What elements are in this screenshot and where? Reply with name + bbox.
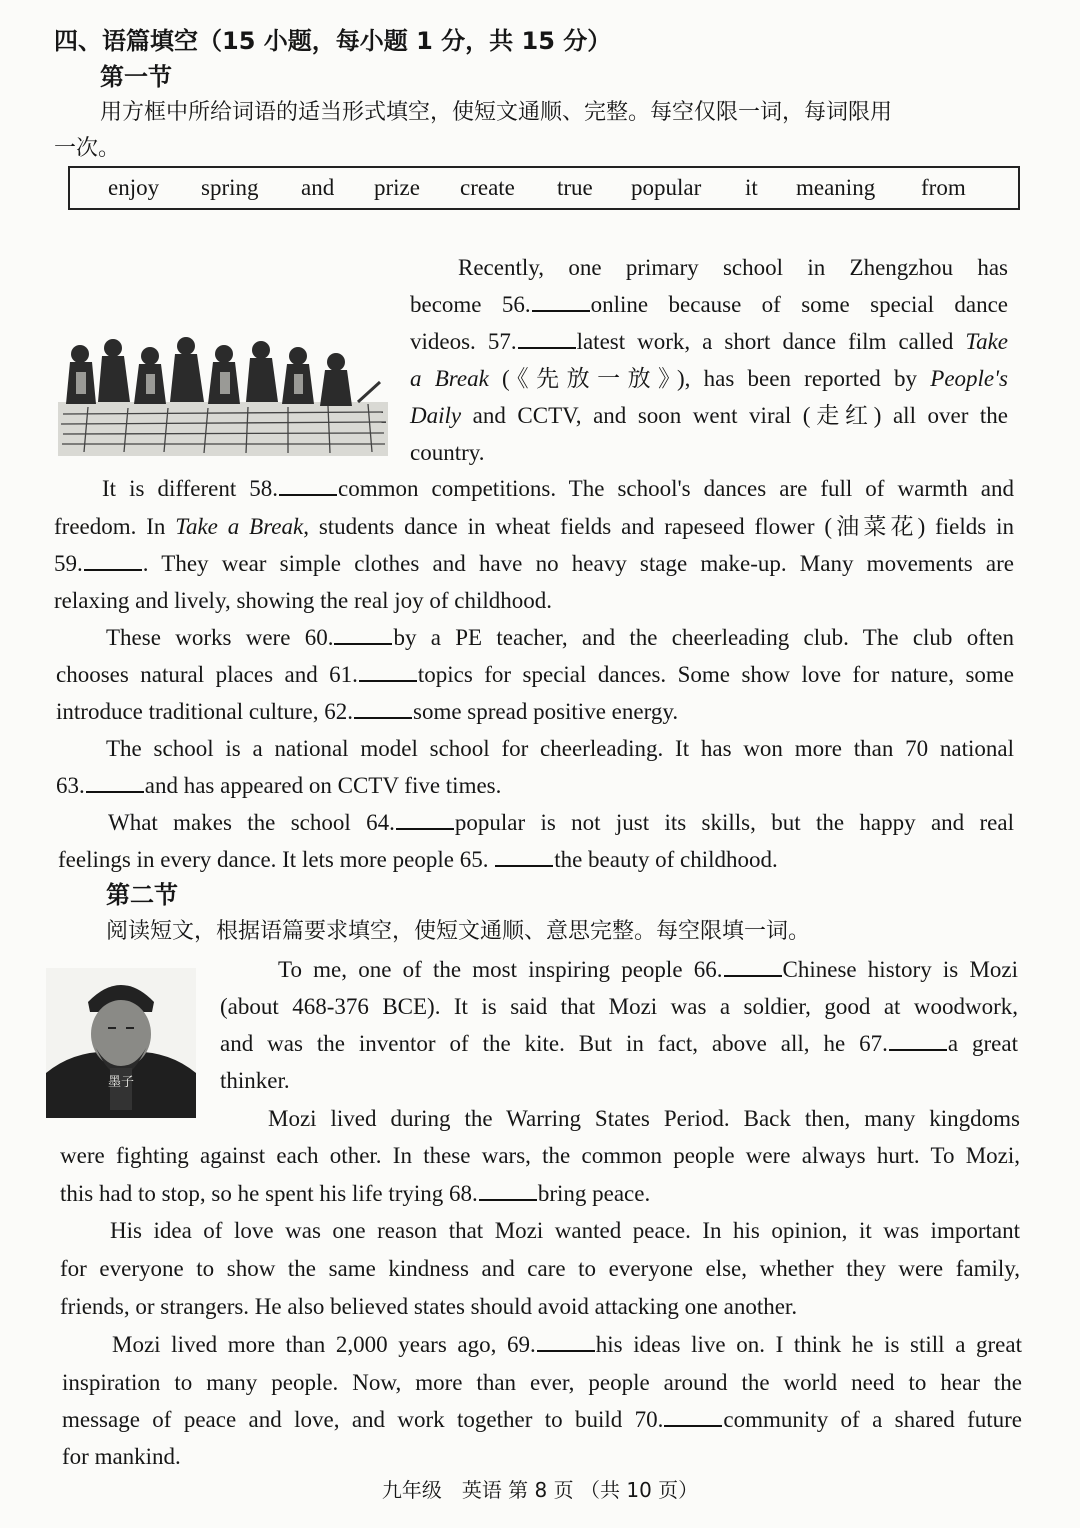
answer-blank-64[interactable] [396, 808, 454, 830]
passage-line: Mozi lived more than 2,000 years ago, 69. his ideas live on. I think he is still a great [112, 1332, 1022, 1357]
passage-line: videos. 57. latest work, a short dance film called Take [410, 329, 1008, 354]
passage-line: chooses natural places and 61. topics for special dances. Some show love for nature, some [56, 662, 1014, 687]
answer-blank-70[interactable] [664, 1405, 722, 1427]
part1-instruction-line1: 用方框中所给词语的适当形式填空，使短文通顺、完整。每空仅限一词，每词限用 [100, 100, 893, 125]
passage-line: for mankind. [62, 1444, 181, 1469]
mozi-caption: 墨子 [107, 1075, 135, 1090]
passage-line: It is different 58. common competitions. The school's dances are full of warmth and [102, 476, 1014, 501]
passage-line: become 56. online because of some special dance [410, 292, 1009, 317]
passage-line: freedom. In Take a Break, students dance in wheat fields and rapeseed flower (油菜花) fields in [54, 514, 1014, 539]
passage-line: These works were 60. by a PE teacher, and the cheerleading club. The club often [106, 625, 1014, 650]
word-bank-item: meaning [796, 175, 876, 200]
word-bank-item: popular [631, 175, 702, 200]
passage-line: were fighting against each other. In these wars, the common people were always hurt. To Mozi, [60, 1143, 1020, 1168]
part2-instruction: 阅读短文，根据语篇要求填空，使短文通顺、意思完整。每空限填一词。 [106, 919, 811, 944]
word-bank-item: create [460, 175, 515, 200]
answer-blank-59[interactable] [84, 549, 142, 571]
answer-blank-61[interactable] [359, 660, 417, 682]
passage-line: this had to stop, so he spent his life trying 68. bring peace. [60, 1181, 651, 1206]
passage-line: Daily and CCTV, and soon went viral (走红) all over the [410, 403, 1009, 428]
answer-blank-62[interactable] [354, 697, 412, 719]
passage-line: for everyone to show the same kindness and care to everyone else, whether they were family, [60, 1256, 1020, 1281]
dancing-children-illustration [58, 332, 388, 456]
passage-line: message of peace and love, and work together to build 70. community of a shared future [62, 1407, 1022, 1432]
word-bank [68, 166, 1020, 210]
word-bank-item: spring [201, 175, 259, 200]
passage-line: 63. and has appeared on CCTV five times. [56, 773, 502, 798]
answer-blank-58[interactable] [279, 474, 337, 496]
word-bank-item: prize [374, 175, 420, 200]
passage-line: 59. . They wear simple clothes and have no heavy stage make-up. Many movements are [54, 551, 1014, 576]
passage-line: What makes the school 64. popular is not just its skills, but the happy and real [108, 810, 1014, 835]
passage-line: thinker. [220, 1068, 290, 1093]
passage-line: introduce traditional culture, 62. some spread positive energy. [56, 699, 679, 724]
answer-blank-65[interactable] [495, 845, 553, 867]
answer-blank-57[interactable] [518, 327, 576, 349]
passage-line: Mozi lived during the Warring States Period. Back then, many kingdoms [268, 1106, 1020, 1131]
answer-blank-69[interactable] [537, 1330, 595, 1352]
passage-line: country. [410, 440, 485, 465]
part1-title: 第一节 [100, 63, 172, 91]
answer-blank-63[interactable] [86, 771, 144, 793]
passage-line: feelings in every dance. It lets more people 65. the beauty of childhood. [58, 847, 778, 872]
passage-line: (about 468-376 BCE). It is said that Mozi was a soldier, good at woodwork, [220, 994, 1018, 1019]
answer-blank-56[interactable] [532, 290, 590, 312]
word-bank-item: and [301, 175, 335, 200]
passage-line: His idea of love was one reason that Mozi wanted peace. In his opinion, it was important [110, 1218, 1020, 1243]
section-title: 四、语篇填空（15 小题，每小题 1 分，共 15 分） [54, 27, 612, 55]
passage-line: relaxing and lively, showing the real joy of childhood. [54, 588, 553, 613]
word-bank-item: true [557, 175, 593, 200]
answer-blank-68[interactable] [479, 1179, 537, 1201]
answer-blank-60[interactable] [334, 623, 392, 645]
passage-line: a Break (《先放一放》), has been reported by People's [410, 366, 1008, 391]
word-bank-item: enjoy [108, 175, 160, 200]
passage-line: The school is a national model school for cheerleading. It has won more than 70 national [106, 736, 1014, 761]
part2-title: 第二节 [106, 881, 178, 909]
word-bank-item: from [921, 175, 966, 200]
word-bank-item: it [745, 175, 758, 200]
answer-blank-67[interactable] [889, 1029, 947, 1051]
part1-instruction-line2: 一次。 [54, 136, 121, 161]
page-footer: 九年级 英语 第 8 页 （共 10 页） [381, 1478, 699, 1502]
answer-blank-66[interactable] [724, 955, 782, 977]
passage-line: and was the inventor of the kite. But in fact, above all, he 67. a great [220, 1031, 1018, 1056]
mozi-portrait-illustration [46, 968, 196, 1118]
passage-line: To me, one of the most inspiring people 66. Chinese history is Mozi [278, 957, 1019, 982]
passage-line: friends, or strangers. He also believed states should avoid attacking one another. [60, 1294, 798, 1319]
passage-line: Recently, one primary school in Zhengzhou has [458, 255, 1008, 280]
passage-line: inspiration to many people. Now, more than ever, people around the world need to hear the [62, 1370, 1022, 1395]
